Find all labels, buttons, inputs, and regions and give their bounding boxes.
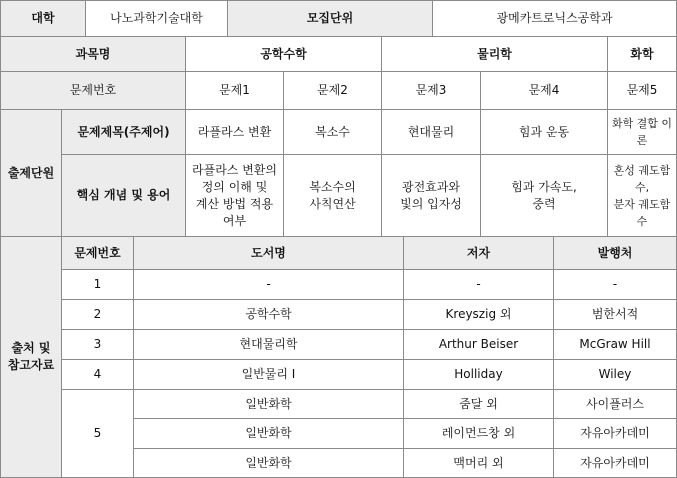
problem-5: 문제5 <box>607 71 677 110</box>
ref-row-publisher: McGraw Hill <box>553 329 677 360</box>
units-section-label: 출제단원 <box>0 109 62 237</box>
title-3: 현대물리 <box>381 109 481 155</box>
ref-row-book: 일반화학 <box>133 389 404 419</box>
problem-2: 문제2 <box>283 71 382 110</box>
title-label: 문제제목(주제어) <box>61 109 186 155</box>
ref-row-author: Holliday <box>403 359 554 390</box>
ref-row-book: 일반물리 I <box>133 359 404 390</box>
references-section-label: 출처 및 참고자료 <box>0 236 62 478</box>
ref-row-publisher: 자유아카데미 <box>553 448 677 478</box>
ref-col-number: 문제번호 <box>61 236 134 270</box>
ref-row-book: 공학수학 <box>133 299 404 330</box>
ref-row-book: - <box>133 269 404 300</box>
problem-number-label: 문제번호 <box>0 71 186 110</box>
concept-3: 광전효과와 빛의 입자성 <box>381 154 481 237</box>
ref-row-number: 2 <box>61 299 134 330</box>
subject-physics: 물리학 <box>381 36 608 72</box>
concept-2: 복소수의 사칙연산 <box>283 154 382 237</box>
ref-row-number: 1 <box>61 269 134 300</box>
ref-row-book: 일반화학 <box>133 418 404 449</box>
title-1: 라플라스 변환 <box>185 109 284 155</box>
title-5: 화학 결합 이론 <box>607 109 677 155</box>
ref-row-number: 3 <box>61 329 134 360</box>
ref-row-author: 레이먼드창 외 <box>403 418 554 449</box>
ref-col-publisher: 발행처 <box>553 236 677 270</box>
ref-row-book: 일반화학 <box>133 448 404 478</box>
ref-row-publisher: 범한서적 <box>553 299 677 330</box>
concept-label: 핵심 개념 및 용어 <box>61 154 186 237</box>
problem-3: 문제3 <box>381 71 481 110</box>
subject-chemistry: 화학 <box>607 36 677 72</box>
ref-row-number: 5 <box>61 389 134 478</box>
ref-col-book: 도서명 <box>133 236 404 270</box>
concept-1: 라플라스 변환의 정의 이해 및 계산 방법 적용 여부 <box>185 154 284 237</box>
ref-row-author: Kreyszig 외 <box>403 299 554 330</box>
admission-unit-value: 광메카트로닉스공학과 <box>432 0 677 37</box>
ref-row-publisher: Wiley <box>553 359 677 390</box>
subject-math: 공학수학 <box>185 36 382 72</box>
ref-row-author: - <box>403 269 554 300</box>
ref-col-author: 저자 <box>403 236 554 270</box>
ref-row-publisher: - <box>553 269 677 300</box>
ref-row-publisher: 사이플러스 <box>553 389 677 419</box>
concept-4: 힘과 가속도, 중력 <box>480 154 608 237</box>
university-value: 나노과학기술대학 <box>85 0 228 37</box>
ref-row-author: Arthur Beiser <box>403 329 554 360</box>
subject-label: 과목명 <box>0 36 186 72</box>
ref-row-author: 맥머리 외 <box>403 448 554 478</box>
title-4: 힘과 운동 <box>480 109 608 155</box>
university-label: 대학 <box>0 0 86 37</box>
ref-row-author: 줌달 외 <box>403 389 554 419</box>
title-2: 복소수 <box>283 109 382 155</box>
admission-unit-label: 모집단위 <box>227 0 433 37</box>
problem-1: 문제1 <box>185 71 284 110</box>
problem-4: 문제4 <box>480 71 608 110</box>
concept-5: 혼성 궤도함수, 분자 궤도함수 <box>607 154 677 237</box>
ref-row-publisher: 자유아카데미 <box>553 418 677 449</box>
ref-row-number: 4 <box>61 359 134 390</box>
ref-row-book: 현대물리학 <box>133 329 404 360</box>
